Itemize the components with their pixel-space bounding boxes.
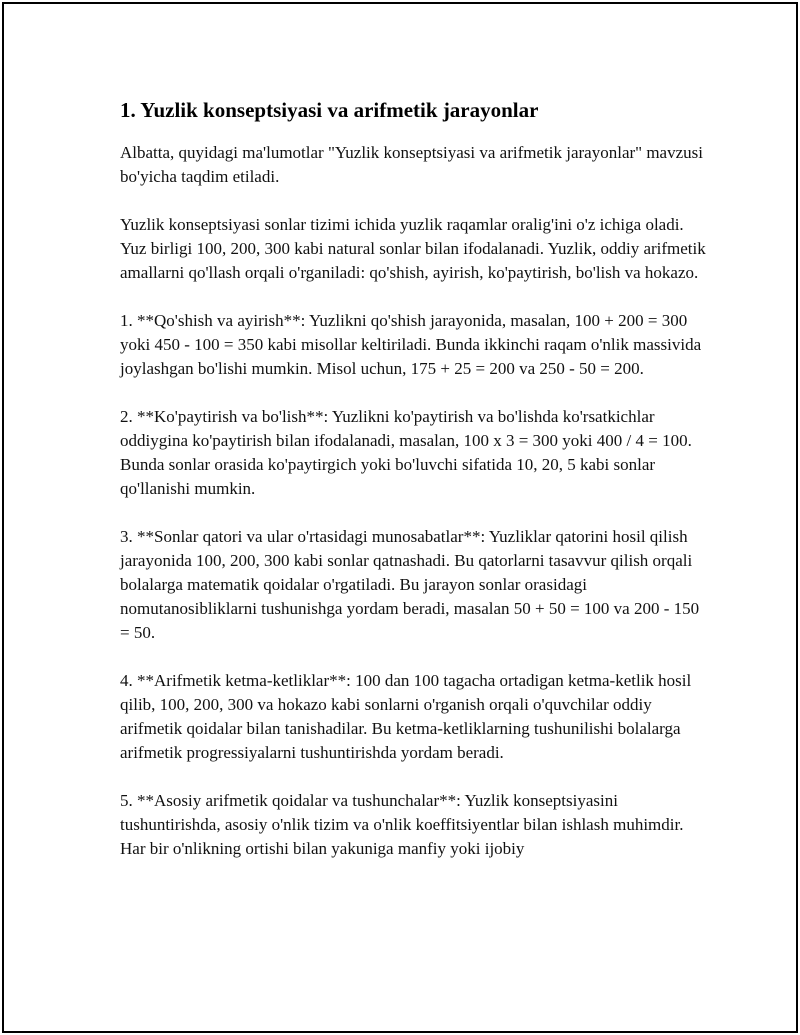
document-page [2,2,798,1033]
paragraph-intro: Albatta, quyidagi ma'lumotlar "Yuzlik konseptsiyasi va arifmetik jarayonlar" mavzusi bo'yicha taqdim etiladi. [120,143,703,186]
document-content [120,96,706,885]
paragraph-basic-rules: 5. **Asosiy arifmetik qoidalar va tushunchalar**: Yuzlik konseptsiyasini tushuntirishda, asosiy o'nlik tizim va o'nlik koeffitsiyentlar bilan ishlash muhimdir. Har bir o'nlikning ortishi bilan yakuniga manfiy yoki ijobiy [120,791,684,858]
document-title: 1. Yuzlik konseptsiyasi va arifmetik jarayonlar [120,98,539,122]
paragraph-arithmetic-sequences: 4. **Arifmetik ketma-ketliklar**: 100 dan 100 tagacha ortadigan ketma-ketlik hosil qilib, 100, 200, 300 va hokazo kabi sonlarni o'rganish orqali o'quvchilar oddiy arifmetik qoidalar bilan tanishadilar. Bu ketma-ketliklarning tushunilishi bolalarga arifmetik progressiyalarni tushuntirishda yordam beradi. [120,671,692,762]
paragraph-concept: Yuzlik konseptsiyasi sonlar tizimi ichida yuzlik raqamlar oralig'ini o'z ichiga oladi. Yuz birligi 100, 200, 300 kabi natural sonlar bilan ifodalanadi. Yuzlik, oddiy arifmetik amallarni qo'llash orqali o'rganiladi: qo'shish, ayirish, ko'paytirish, bo'lish va hokazo. [120,215,706,282]
paragraph-number-series: 3. **Sonlar qatori va ular o'rtasidagi munosabatlar**: Yuzliklar qatorini hosil qilish jarayonida 100, 200, 300 kabi sonlar qatnashadi. Bu qatorlarni tasavvur qilish orqali bolalarga matematik qoidalar o'rgatiladi. Bu jarayon sonlar orasidagi nomutanosibliklarni tushunishga yordam beradi, masalan 50 + 50 = 100 va 200 - 150 = 50. [120,527,700,642]
paragraph-multiplication-division: 2. **Ko'paytirish va bo'lish**: Yuzlikni ko'paytirish va bo'lishda ko'rsatkichlar oddiygina ko'paytirish bilan ifodalanadi, masalan, 100 x 3 = 300 yoki 400 / 4 = 100. Bunda sonlar orasida ko'paytirgich yoki bo'luvchi sifatida 10, 20, 5 kabi sonlar qo'llanishi mumkin. [120,407,692,498]
paragraph-addition-subtraction: 1. **Qo'shish va ayirish**: Yuzlikni qo'shish jarayonida, masalan, 100 + 200 = 300 yoki 450 - 100 = 350 kabi misollar keltiriladi. Bunda ikkinchi raqam o'nlik massivida joylashgan bo'lishi mumkin. Misol uchun, 175 + 25 = 200 va 250 - 50 = 200. [120,311,702,378]
